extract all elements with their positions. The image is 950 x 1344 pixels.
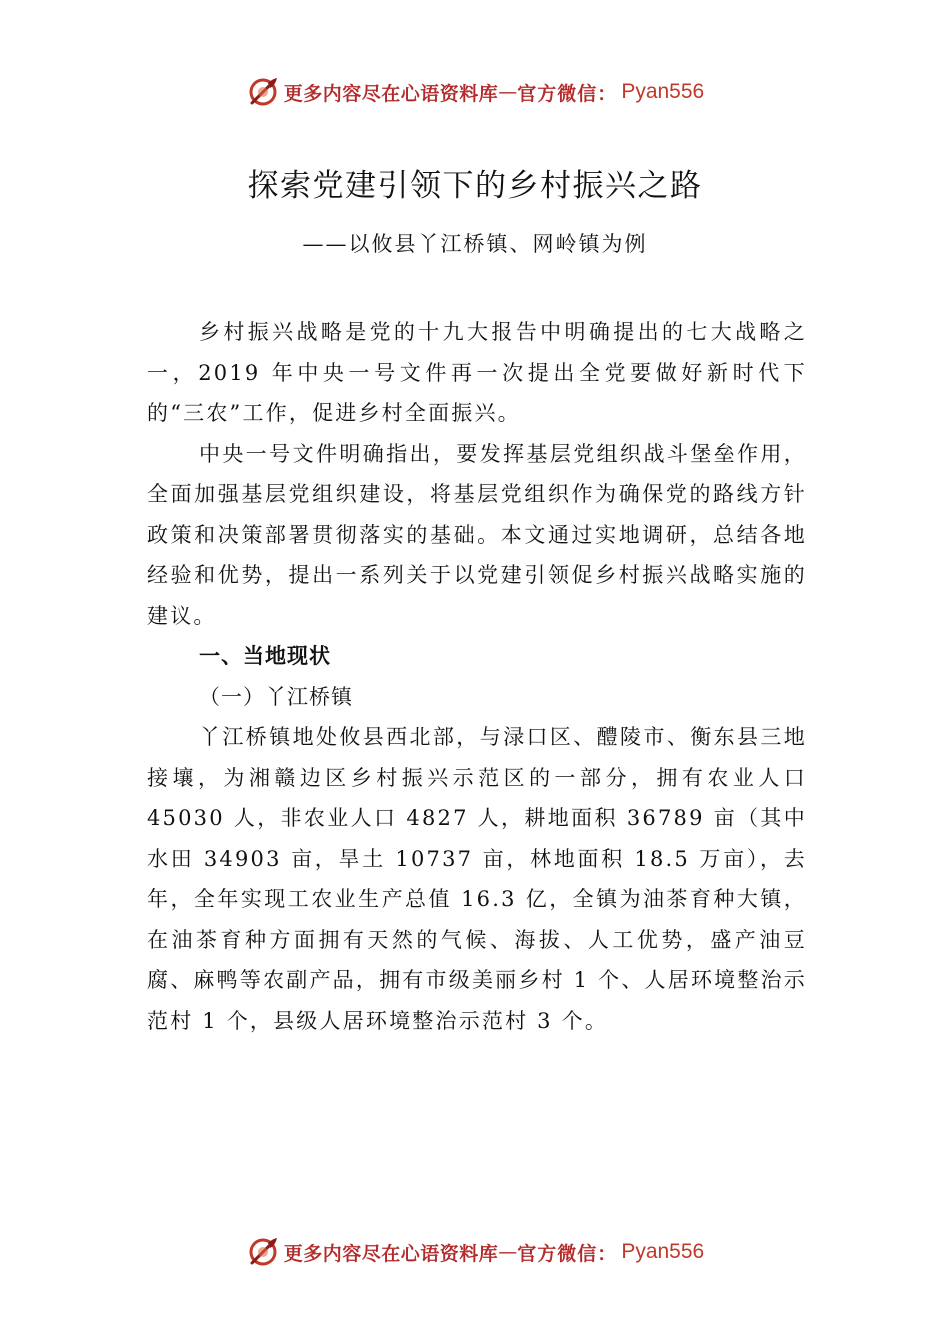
watermark-wechat-label: 官方微信： bbox=[517, 1242, 618, 1265]
watermark-wechat-id: Pyan556 bbox=[621, 1240, 705, 1263]
watermark-banner-bottom bbox=[0, 1232, 950, 1272]
section-paragraph: 丫江桥镇地处攸县西北部，与渌口区、醴陵市、衡东县三地接壤，为湘赣边区乡村振兴示范区的一部分，拥有农业人口 45030 人，非农业人口 4827 人，耕地面积 36789 亩（其中水田 34903 亩，旱土 10737 亩，林地面积 18.5 万亩），去年，全年实现工农业生产总值 16.3 亿，全镇为油茶育种大镇，在油茶育种方面拥有天然的气候、海拔、人工优势，盛产油豆腐、麻鸭等农副产品，拥有市级美丽乡村 1 个、人居环境整治示范村 1 个，县级人居环境整治示范村 3 个。 bbox=[147, 725, 807, 1033]
section-heading: 一、当地现状 bbox=[199, 644, 331, 668]
intro-paragraph-1: 乡村振兴战略是党的十九大报告中明确提出的七大战略之一，2019 年中央一号文件再一次提出全党要做好新时代下的“三农”工作，促进乡村全面振兴。 bbox=[147, 320, 807, 425]
subsection-heading: （一）丫江桥镇 bbox=[199, 684, 353, 709]
watermark-dash: — bbox=[498, 1241, 518, 1263]
watermark-banner-top bbox=[0, 72, 950, 112]
brush-logo-icon bbox=[246, 1235, 280, 1269]
watermark-text: 更多内容尽在心语资料库 bbox=[283, 1242, 499, 1265]
document-subtitle: ——以攸县丫江桥镇、网岭镇为例 bbox=[302, 232, 648, 256]
document-body bbox=[147, 312, 807, 1041]
brush-logo-icon bbox=[246, 75, 280, 109]
watermark-wechat-id: Pyan556 bbox=[621, 80, 705, 103]
watermark-text: 更多内容尽在心语资料库 bbox=[283, 82, 499, 105]
watermark-wechat-label: 官方微信： bbox=[517, 82, 618, 105]
document-title: 探索党建引领下的乡村振兴之路 bbox=[247, 168, 703, 204]
watermark-dash: — bbox=[498, 81, 518, 103]
intro-paragraph-2: 中央一号文件明确指出，要发挥基层党组织战斗堡垒作用，全面加强基层党组织建设，将基层党组织作为确保党的路线方针政策和决策部署贯彻落实的基础。本文通过实地调研，总结各地经验和优势，提出一系列关于以党建引领促乡村振兴战略实施的建议。 bbox=[147, 441, 807, 628]
